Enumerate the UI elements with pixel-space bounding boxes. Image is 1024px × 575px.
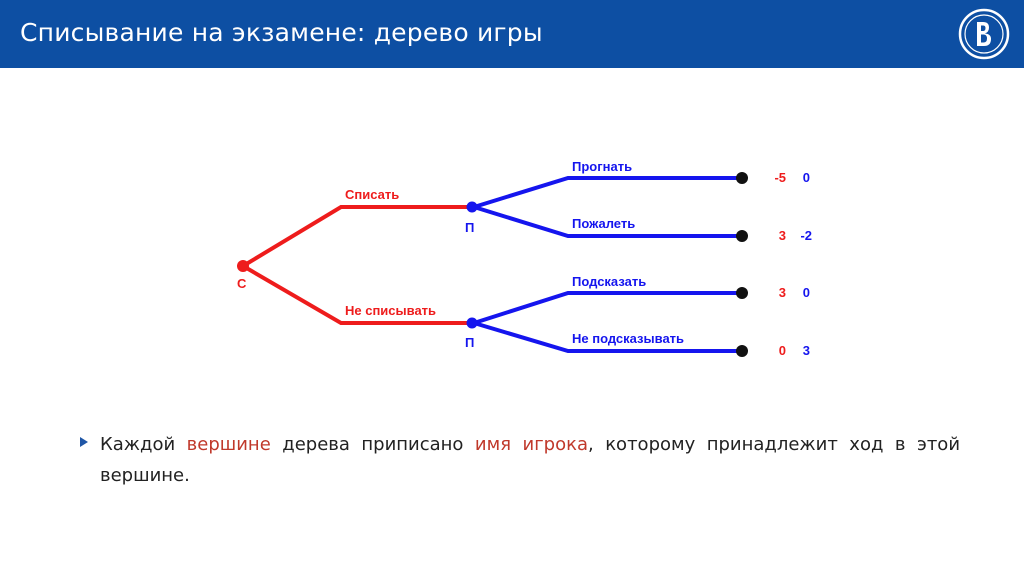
payoff-student: -5	[774, 170, 786, 185]
payoff-teacher: 0	[802, 170, 810, 185]
payoff-student: 3	[778, 228, 786, 243]
node-after-no-cheat	[467, 318, 478, 329]
node-player-label: П	[465, 335, 475, 350]
edge-hint	[474, 293, 742, 323]
terminal-node	[736, 230, 748, 242]
root-player-label: С	[237, 276, 247, 291]
action-label-no-hint: Не подсказывать	[572, 331, 685, 346]
node-player-label: П	[465, 220, 475, 235]
highlight-vertex: вершине	[186, 434, 271, 455]
action-label-hint: Подсказать	[572, 274, 647, 289]
payoff-teacher: 0	[802, 285, 810, 300]
terminal-node	[736, 287, 748, 299]
payoff-teacher: -2	[800, 228, 812, 243]
terminal-node	[736, 345, 748, 357]
payoff-student: 0	[778, 343, 786, 358]
text-part: Каждой	[100, 434, 187, 455]
action-label-cheat: Списать	[345, 187, 400, 202]
edge-expel	[474, 178, 742, 207]
slide-title: Списывание на экзамене: дерево игры	[20, 18, 543, 47]
edge-cheat	[243, 207, 470, 266]
action-label-no-cheat: Не списывать	[345, 303, 437, 318]
terminal-node	[736, 172, 748, 184]
action-label-expel: Прогнать	[572, 159, 633, 174]
text-part: , которому принадлежит ход в этой вершине.	[100, 434, 961, 486]
action-label-spare: Пожалеть	[572, 216, 636, 231]
bullet-icon	[80, 437, 88, 447]
payoff-student: 3	[778, 285, 786, 300]
highlight-player-name: имя игрока	[474, 434, 588, 455]
explanation-text	[100, 429, 960, 491]
text-part: дерева приписано	[270, 434, 475, 455]
payoff-teacher: 3	[802, 343, 810, 358]
node-after-cheat	[467, 202, 478, 213]
root-node	[237, 260, 249, 272]
